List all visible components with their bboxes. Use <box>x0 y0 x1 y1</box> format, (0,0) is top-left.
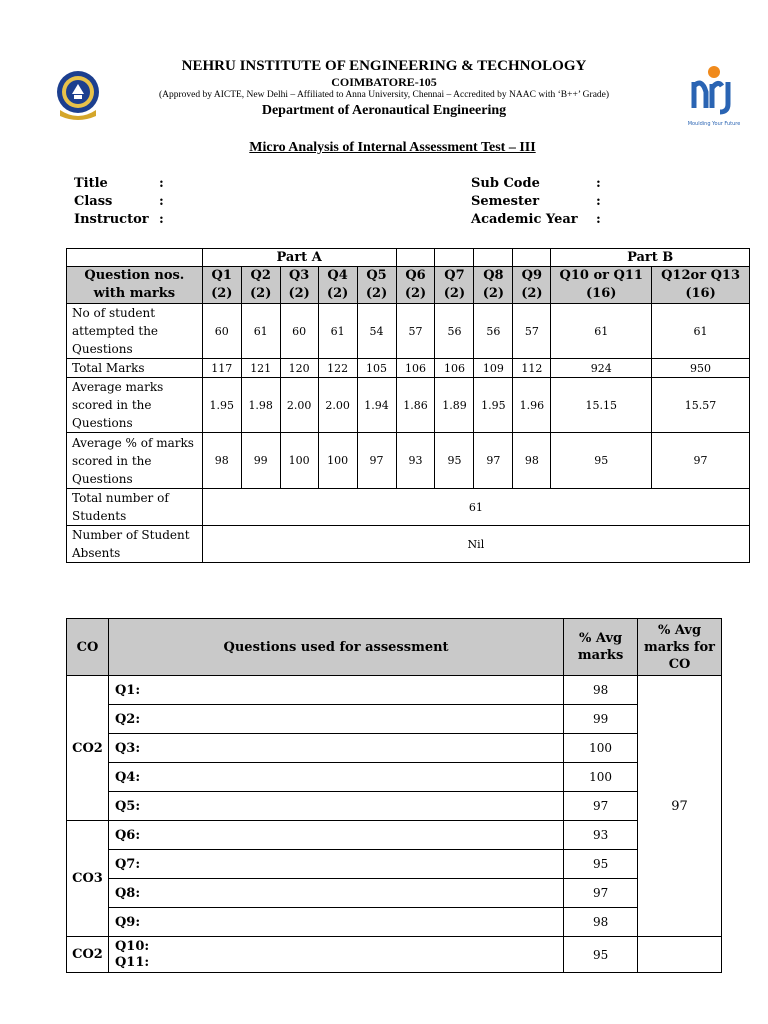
avg-value: 99 <box>564 705 638 734</box>
question-header: Q5 (2) <box>357 267 396 304</box>
table-cell: 95 <box>435 433 474 489</box>
instructor-colon: : <box>159 212 164 227</box>
row-label: Average marks scored in the Questions <box>67 378 203 433</box>
question-header: Q9 (2) <box>513 267 551 304</box>
total-students-value: 61 <box>202 489 749 526</box>
table-cell: 57 <box>513 304 551 359</box>
academic-year-label: Academic Year <box>471 212 578 227</box>
question-header: Q4 (2) <box>318 267 357 304</box>
table-row <box>67 359 750 378</box>
question-label: Q10: Q11: <box>108 937 563 973</box>
table-cell: 60 <box>280 304 318 359</box>
question-header: Q3 (2) <box>280 267 318 304</box>
table-cell: 1.95 <box>202 378 241 433</box>
institute-city: COIMBATORE-105 <box>331 75 437 89</box>
question-header: Q2 (2) <box>241 267 280 304</box>
table-cell: 61 <box>318 304 357 359</box>
title-label: Title <box>74 176 108 191</box>
question-label: Q4: <box>108 763 563 792</box>
department-name: Department of Aeronautical Engineering <box>261 103 507 118</box>
question-header: Q10 or Q11 (16) <box>551 267 652 304</box>
co-label: CO3 <box>67 821 109 937</box>
avg-value: 100 <box>564 734 638 763</box>
empty-cell <box>474 249 513 267</box>
part-a-header: Part A <box>202 249 396 267</box>
avg-value: 95 <box>564 937 638 973</box>
co-label: CO2 <box>67 937 109 973</box>
table-row <box>67 433 750 489</box>
table-cell: 1.89 <box>435 378 474 433</box>
table-row <box>67 526 750 563</box>
table-cell: 112 <box>513 359 551 378</box>
co-attainment-table <box>66 618 722 973</box>
table-row <box>67 489 750 526</box>
question-header: Q8 (2) <box>474 267 513 304</box>
table-cell: 109 <box>474 359 513 378</box>
table-cell: 60 <box>202 304 241 359</box>
subcode-colon: : <box>596 176 601 191</box>
row-label: Total number of Students <box>67 489 203 526</box>
instructor-label: Instructor <box>74 212 149 227</box>
table-row <box>67 908 722 937</box>
table-row <box>67 676 722 705</box>
co-header: CO <box>67 619 109 676</box>
table-cell: 1.86 <box>396 378 435 433</box>
row-label: Number of Student Absents <box>67 526 203 563</box>
question-label: Q5: <box>108 792 563 821</box>
table-cell: 15.57 <box>652 378 750 433</box>
table-cell: 100 <box>318 433 357 489</box>
question-header-row <box>67 267 750 304</box>
row-label: Average % of marks scored in the Questions <box>67 433 203 489</box>
table-cell: 120 <box>280 359 318 378</box>
table-cell: 122 <box>318 359 357 378</box>
avg-value: 97 <box>564 879 638 908</box>
question-label: Q2: <box>108 705 563 734</box>
institute-name: NEHRU INSTITUTE OF ENGINEERING & TECHNOLOGY <box>181 58 587 74</box>
table-cell: 61 <box>551 304 652 359</box>
table-row <box>67 705 722 734</box>
table-cell: 54 <box>357 304 396 359</box>
table-cell: 1.94 <box>357 378 396 433</box>
avg-value: 97 <box>564 792 638 821</box>
table-cell: 97 <box>474 433 513 489</box>
logo-tagline: Moulding Your Future <box>688 121 740 127</box>
table-row <box>67 937 722 973</box>
table-cell: 56 <box>435 304 474 359</box>
subcode-label: Sub Code <box>471 176 540 191</box>
row-label: No of student attempted the Questions <box>67 304 203 359</box>
title-colon: : <box>159 176 164 191</box>
document-title: Micro Analysis of Internal Assessment Test – III <box>249 140 536 155</box>
question-header: Q6 (2) <box>396 267 435 304</box>
approval-note: (Approved by AICTE, New Delhi – Affiliated to Anna University, Chennai – Accredited by NAAC with ‘B++’ Grade) <box>158 90 610 100</box>
table-cell: 61 <box>652 304 750 359</box>
semester-colon: : <box>596 194 601 209</box>
empty-cell <box>396 249 435 267</box>
table-cell: 2.00 <box>318 378 357 433</box>
question-header: Q7 (2) <box>435 267 474 304</box>
table-row <box>67 734 722 763</box>
academic-year-colon: : <box>596 212 601 227</box>
avg-marks-co-header: % Avg marks for CO <box>638 619 722 676</box>
table-cell: 1.95 <box>474 378 513 433</box>
avg-value: 98 <box>564 676 638 705</box>
table-cell: 105 <box>357 359 396 378</box>
table-cell: 93 <box>396 433 435 489</box>
table-cell: 106 <box>396 359 435 378</box>
table-cell: 97 <box>357 433 396 489</box>
avg-value: 100 <box>564 763 638 792</box>
co-avg-value: 97 <box>638 676 722 937</box>
empty-cell <box>513 249 551 267</box>
empty-cell <box>67 249 203 267</box>
table-row <box>67 304 750 359</box>
analysis-table <box>66 248 750 563</box>
table-cell: 924 <box>551 359 652 378</box>
question-label: Q8: <box>108 879 563 908</box>
table-row <box>67 792 722 821</box>
table-cell: 15.15 <box>551 378 652 433</box>
question-label: Q7: <box>108 850 563 879</box>
table-row <box>67 850 722 879</box>
empty-cell <box>638 937 722 973</box>
table-cell: 95 <box>551 433 652 489</box>
part-b-header: Part B <box>551 249 750 267</box>
table-row <box>67 378 750 433</box>
table-cell: 106 <box>435 359 474 378</box>
question-label: Q1: <box>108 676 563 705</box>
question-label: Q3: <box>108 734 563 763</box>
empty-cell <box>435 249 474 267</box>
question-label: Q6: <box>108 821 563 850</box>
questions-header: Questions used for assessment <box>108 619 563 676</box>
table-cell: 1.96 <box>513 378 551 433</box>
co-label: CO2 <box>67 676 109 821</box>
table-cell: 97 <box>652 433 750 489</box>
table-cell: 117 <box>202 359 241 378</box>
row-label: Total Marks <box>67 359 203 378</box>
avg-value: 98 <box>564 908 638 937</box>
table-cell: 98 <box>202 433 241 489</box>
table-row <box>67 821 722 850</box>
absents-value: Nil <box>202 526 749 563</box>
semester-label: Semester <box>471 194 540 209</box>
question-header: Q1 (2) <box>202 267 241 304</box>
table-row <box>67 763 722 792</box>
table-cell: 1.98 <box>241 378 280 433</box>
table-cell: 950 <box>652 359 750 378</box>
question-header-label: Question nos. with marks <box>67 267 203 304</box>
table-cell: 100 <box>280 433 318 489</box>
class-label: Class <box>74 194 113 209</box>
table-cell: 56 <box>474 304 513 359</box>
avg-marks-header: % Avg marks <box>564 619 638 676</box>
table-row <box>67 879 722 908</box>
table-cell: 98 <box>513 433 551 489</box>
table-cell: 57 <box>396 304 435 359</box>
table-cell: 61 <box>241 304 280 359</box>
avg-value: 95 <box>564 850 638 879</box>
question-label: Q9: <box>108 908 563 937</box>
avg-value: 93 <box>564 821 638 850</box>
class-colon: : <box>159 194 164 209</box>
question-header: Q12or Q13 (16) <box>652 267 750 304</box>
table-cell: 121 <box>241 359 280 378</box>
table-cell: 99 <box>241 433 280 489</box>
table-cell: 2.00 <box>280 378 318 433</box>
